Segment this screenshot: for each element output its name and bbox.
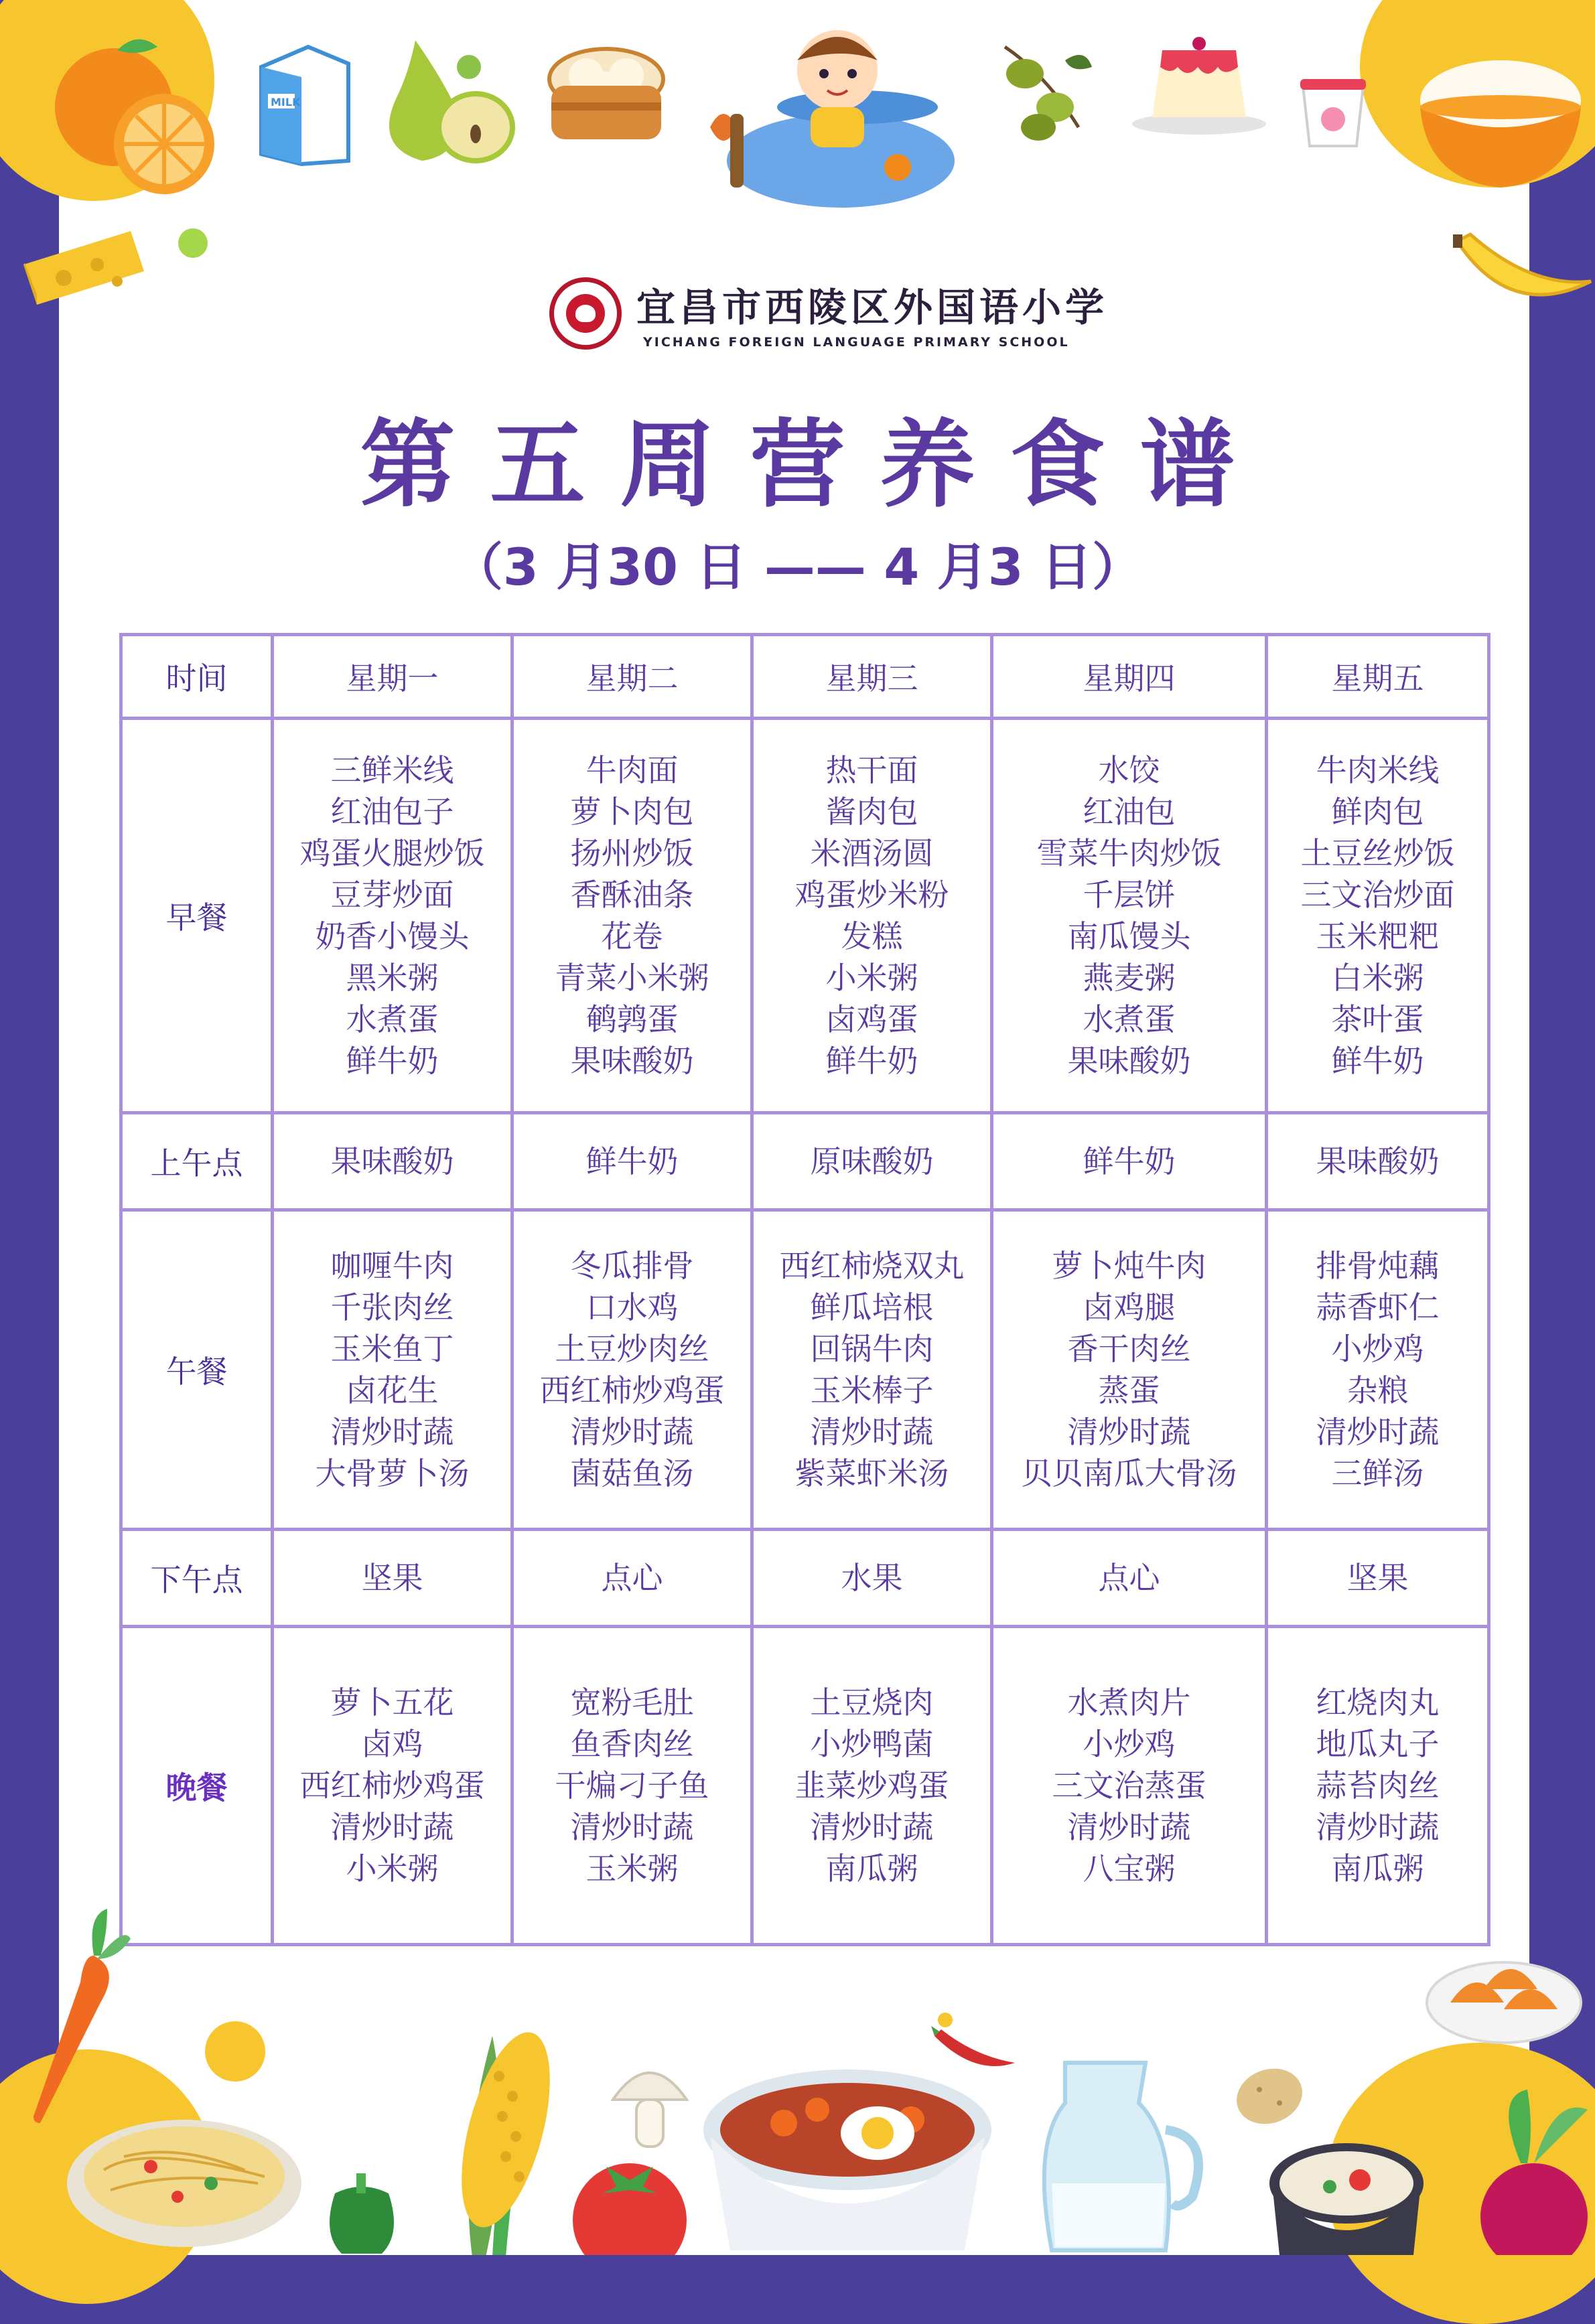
menu-item: 清炒时蔬: [570, 1414, 694, 1450]
pear-icon: [375, 27, 529, 167]
menu-cell: [1267, 719, 1489, 1113]
school-emblem-icon: [549, 277, 622, 350]
yogurt-cup-icon: [1296, 72, 1370, 153]
menu-item: 豆芽炒面: [330, 877, 454, 913]
menu-item: 青菜小米粥: [555, 960, 709, 996]
menu-cell: [992, 1113, 1267, 1210]
day-header: 星期三: [752, 635, 992, 719]
menu-item: 果味酸奶: [1067, 1043, 1191, 1079]
lunch-row: [121, 1210, 1489, 1530]
menu-cell: [992, 1627, 1267, 1945]
menu-item: 香干肉丝: [1067, 1331, 1191, 1367]
corner-header: 时间: [121, 635, 273, 719]
svg-text:MILK: MILK: [271, 96, 301, 108]
menu-item: 清炒时蔬: [810, 1414, 934, 1450]
school-name-en: YICHANG FOREIGN LANGUAGE PRIMARY SCHOOL: [643, 335, 1070, 350]
menu-item: 香酥油条: [570, 877, 694, 913]
menu-item: 热干面: [825, 752, 918, 788]
noodle-bowl-icon: [697, 2056, 998, 2255]
menu-item: 果味酸奶: [1316, 1143, 1440, 1179]
menu-cell: [1267, 1113, 1489, 1210]
menu-item: 咖喱牛肉: [330, 1248, 454, 1284]
menu-item: 鲜牛奶: [1083, 1143, 1176, 1179]
menu-item: 宽粉毛肚: [570, 1684, 694, 1721]
dinner-row: [121, 1627, 1489, 1945]
menu-item: 鹌鹑蛋: [585, 1001, 679, 1037]
menu-item: 鲜牛奶: [1331, 1043, 1424, 1079]
menu-cell: [273, 1210, 512, 1530]
afternoon-snack-row: [121, 1530, 1489, 1627]
meal-label: 早餐: [121, 719, 273, 1113]
menu-item: 清炒时蔬: [570, 1809, 694, 1845]
meal-label: 上午点: [121, 1113, 273, 1210]
menu-item: 白米粥: [1331, 960, 1424, 996]
school-logo-block: [549, 275, 1109, 362]
menu-item: 燕麦粥: [1083, 960, 1176, 996]
menu-item: 土豆丝炒饭: [1300, 835, 1455, 871]
day-header: 星期一: [273, 635, 512, 719]
menu-item: 雪菜牛肉炒饭: [1036, 835, 1222, 871]
morning-snack-row: [121, 1113, 1489, 1210]
menu-item: 奶香小馒头: [315, 918, 470, 954]
menu-item: 鲜瓜培根: [810, 1289, 934, 1325]
menu-cell: [512, 1627, 752, 1945]
menu-item: 水饺: [1098, 752, 1160, 788]
menu-item: 干煸刁子鱼: [555, 1767, 709, 1804]
menu-item: 水煮蛋: [1083, 1001, 1176, 1037]
menu-cell: [1267, 1210, 1489, 1530]
tomato-icon: [566, 2153, 693, 2255]
menu-item: 小炒鸡: [1331, 1331, 1424, 1367]
steamed-bun-basket-icon: [546, 32, 667, 149]
menu-item: 蒜苔肉丝: [1316, 1767, 1440, 1804]
menu-cell: [512, 1113, 752, 1210]
menu-table: [119, 633, 1490, 1946]
menu-item: 坚果: [1346, 1560, 1409, 1596]
menu-item: 玉米粥: [585, 1850, 679, 1887]
menu-cell: [273, 1627, 512, 1945]
menu-item: 点心: [1098, 1560, 1160, 1596]
cheese-icon: [17, 224, 151, 311]
menu-item: 牛肉米线: [1316, 752, 1440, 788]
menu-item: 水煮蛋: [346, 1001, 439, 1037]
menu-item: 排骨炖藕: [1316, 1248, 1440, 1284]
menu-item: 茶叶蛋: [1331, 1001, 1424, 1037]
menu-item: 红油包: [1083, 794, 1176, 830]
menu-item: 鸡蛋火腿炒饭: [299, 835, 485, 871]
menu-item: 米酒汤圆: [810, 835, 934, 871]
menu-item: 鲜肉包: [1331, 794, 1424, 830]
menu-item: 贝贝南瓜大骨汤: [1021, 1455, 1237, 1492]
menu-item: 萝卜肉包: [570, 794, 694, 830]
menu-item: 玉米棒子: [810, 1372, 934, 1408]
meal-label: 晚餐: [121, 1627, 273, 1945]
menu-item: 清炒时蔬: [1316, 1809, 1440, 1845]
menu-item: 土豆烧肉: [810, 1684, 934, 1721]
menu-item: 三鲜米线: [330, 752, 454, 788]
menu-cell: [752, 719, 992, 1113]
meal-label: 午餐: [121, 1210, 273, 1530]
menu-item: 千张肉丝: [330, 1289, 454, 1325]
menu-item: 杂粮: [1346, 1372, 1409, 1408]
corn-icon: [392, 2016, 566, 2255]
menu-item: 西红柿炒鸡蛋: [299, 1767, 485, 1804]
menu-item: 菌菇鱼汤: [570, 1455, 694, 1492]
small-dot: [205, 2021, 265, 2082]
menu-cell: [752, 1627, 992, 1945]
menu-item: 卤鸡腿: [1083, 1289, 1176, 1325]
radish-icon: [1467, 2083, 1594, 2255]
menu-item: 果味酸奶: [330, 1143, 454, 1179]
pepper-icon: [322, 2167, 402, 2255]
menu-item: 小炒鸭菌: [810, 1726, 934, 1762]
menu-item: 原味酸奶: [810, 1143, 934, 1179]
menu-cell: [752, 1113, 992, 1210]
dumpling-plate-icon: [1424, 1942, 1584, 2049]
menu-item: 南瓜粥: [1331, 1850, 1424, 1887]
menu-item: 鸡蛋炒米粉: [794, 877, 949, 913]
menu-cell: [992, 1530, 1267, 1627]
menu-cell: [273, 1530, 512, 1627]
menu-item: 卤鸡: [361, 1726, 423, 1762]
menu-cell: [273, 719, 512, 1113]
soup-bowl-icon: [1266, 2136, 1427, 2255]
menu-item: 萝卜五花: [330, 1684, 454, 1721]
menu-cell: [752, 1210, 992, 1530]
school-name-cn: 宜昌市西陵区外国语小学: [636, 285, 1109, 330]
mushroom-icon: [606, 2059, 693, 2153]
menu-item: 蒸蛋: [1098, 1372, 1160, 1408]
menu-item: 鱼香肉丝: [570, 1726, 694, 1762]
menu-item: 牛肉面: [585, 752, 679, 788]
page-title: 第五周营养食谱: [360, 410, 1270, 520]
menu-item: 卤鸡蛋: [825, 1001, 918, 1037]
menu-cell: [992, 1210, 1267, 1530]
menu-item: 卤花生: [346, 1372, 439, 1408]
menu-item: 土豆炒肉丝: [555, 1331, 709, 1367]
menu-cell: [512, 719, 752, 1113]
breakfast-row: [121, 719, 1489, 1113]
menu-item: 韭菜炒鸡蛋: [794, 1767, 949, 1804]
menu-item: 水煮肉片: [1067, 1684, 1191, 1721]
menu-item: 南瓜馒头: [1067, 918, 1191, 954]
menu-item: 小米粥: [825, 960, 918, 996]
menu-item: 千层饼: [1083, 877, 1176, 913]
menu-cell: [512, 1530, 752, 1627]
menu-item: 回锅牛肉: [810, 1331, 934, 1367]
small-dot: [176, 226, 210, 260]
menu-item: 点心: [601, 1560, 663, 1596]
menu-item: 小米粥: [346, 1850, 439, 1887]
milk-carton-icon: [248, 27, 362, 167]
menu-item: 西红柿烧双丸: [779, 1248, 965, 1284]
menu-item: 花卷: [601, 918, 663, 954]
day-header: 星期五: [1267, 635, 1489, 719]
menu-item: 三鲜汤: [1331, 1455, 1424, 1492]
menu-item: 鲜牛奶: [585, 1143, 679, 1179]
menu-item: 地瓜丸子: [1316, 1726, 1440, 1762]
menu-item: 三文治蒸蛋: [1052, 1767, 1206, 1804]
rice-bowl-icon: [1413, 40, 1588, 208]
menu-item: 酱肉包: [825, 794, 918, 830]
menu-item: 八宝粥: [1083, 1850, 1176, 1887]
carrot-icon: [20, 1909, 134, 2130]
menu-item: 清炒时蔬: [1316, 1414, 1440, 1450]
menu-item: 大骨萝卜汤: [315, 1455, 470, 1492]
day-header: 星期四: [992, 635, 1267, 719]
menu-cell: [1267, 1530, 1489, 1627]
potato-icon: [1229, 2056, 1310, 2136]
menu-item: 果味酸奶: [570, 1043, 694, 1079]
menu-cell: [992, 719, 1267, 1113]
menu-item: 玉米鱼丁: [330, 1331, 454, 1367]
boy-in-airplane-icon: [697, 13, 971, 241]
menu-item: 发糕: [841, 918, 903, 954]
orange-icon: [47, 27, 234, 201]
noodle-plate-icon: [64, 2103, 305, 2250]
chili-icon: [928, 2023, 1022, 2076]
pudding-icon: [1125, 30, 1273, 137]
menu-item: 萝卜炖牛肉: [1052, 1248, 1206, 1284]
menu-item: 清炒时蔬: [1067, 1809, 1191, 1845]
menu-item: 玉米粑粑: [1316, 918, 1440, 954]
menu-item: 冬瓜排骨: [570, 1248, 694, 1284]
menu-item: 清炒时蔬: [810, 1809, 934, 1845]
menu-item: 清炒时蔬: [330, 1414, 454, 1450]
menu-cell: [752, 1530, 992, 1627]
table-header-row: [121, 635, 1489, 719]
menu-item: 黑米粥: [346, 960, 439, 996]
menu-cell: [1267, 1627, 1489, 1945]
menu-item: 三文治炒面: [1300, 877, 1455, 913]
menu-item: 扬州炒饭: [570, 835, 694, 871]
menu-item: 坚果: [361, 1560, 423, 1596]
day-header: 星期二: [512, 635, 752, 719]
menu-item: 鲜牛奶: [825, 1043, 918, 1079]
milk-jug-icon: [1025, 2049, 1226, 2255]
menu-item: 南瓜粥: [825, 1850, 918, 1887]
menu-item: 口水鸡: [585, 1289, 679, 1325]
menu-cell: [512, 1210, 752, 1530]
menu-item: 清炒时蔬: [1067, 1414, 1191, 1450]
menu-cell: [273, 1113, 512, 1210]
menu-item: 红烧肉丸: [1316, 1684, 1440, 1721]
menu-item: 鲜牛奶: [346, 1043, 439, 1079]
date-range: （3 月30 日 —— 4 月3 日）: [452, 537, 1143, 597]
menu-item: 西红柿炒鸡蛋: [539, 1372, 725, 1408]
menu-item: 清炒时蔬: [330, 1809, 454, 1845]
olives-icon: [991, 33, 1099, 147]
menu-item: 小炒鸡: [1083, 1726, 1176, 1762]
menu-item: 红油包子: [330, 794, 454, 830]
meal-label: 下午点: [121, 1530, 273, 1627]
menu-item: 蒜香虾仁: [1316, 1289, 1440, 1325]
menu-item: 水果: [841, 1560, 903, 1596]
menu-item: 紫菜虾米汤: [794, 1455, 949, 1492]
banana-icon: [1450, 228, 1595, 315]
